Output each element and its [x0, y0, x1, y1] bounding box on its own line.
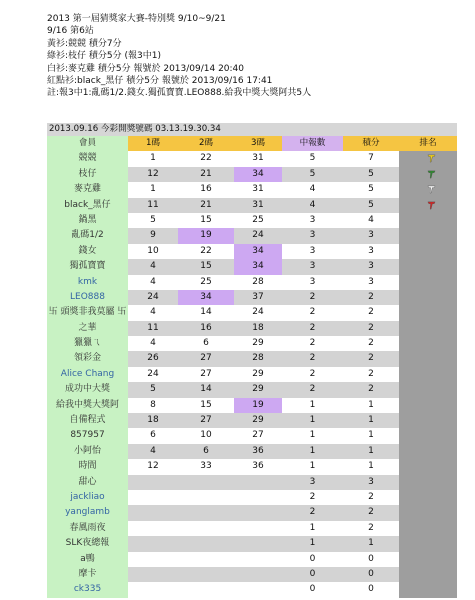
header-score: 積分 [343, 136, 399, 151]
rank-cell [399, 475, 457, 490]
num2-cell: 16 [178, 182, 234, 197]
hits-cell: 3 [282, 275, 343, 290]
num1-cell: 26 [128, 351, 178, 366]
num3-cell: 29 [234, 413, 282, 428]
score-cell: 0 [343, 567, 399, 582]
member-name: 時間 [47, 459, 128, 474]
num1-cell [128, 582, 178, 597]
hits-cell: 3 [282, 475, 343, 490]
note-title: 2013 第一屆猜獎家大賽-特別獎 9/10~9/21 [47, 14, 226, 24]
score-cell: 2 [343, 290, 399, 305]
member-name: 春風雨夜 [47, 521, 128, 536]
table-row [47, 536, 457, 551]
hits-cell: 1 [282, 459, 343, 474]
num2-cell [178, 536, 234, 551]
member-name: 卐 頭獎非我莫屬 卐 [47, 305, 128, 320]
num3-cell: 31 [234, 182, 282, 197]
rank-cell [399, 413, 457, 428]
score-cell: 5 [343, 198, 399, 213]
score-cell: 2 [343, 521, 399, 536]
table-row [47, 167, 457, 182]
num2-cell: 15 [178, 398, 234, 413]
num3-cell: 36 [234, 444, 282, 459]
num3-cell: 29 [234, 382, 282, 397]
hits-cell: 1 [282, 536, 343, 551]
table-row [47, 567, 457, 582]
rank-cell [399, 521, 457, 536]
num1-cell: 1 [128, 182, 178, 197]
rank-cell [399, 213, 457, 228]
score-cell: 1 [343, 459, 399, 474]
num2-cell [178, 582, 234, 597]
num1-cell: 5 [128, 382, 178, 397]
num3-cell: 29 [234, 367, 282, 382]
hits-cell: 2 [282, 382, 343, 397]
num1-cell [128, 536, 178, 551]
num3-cell: 31 [234, 198, 282, 213]
num3-cell: 24 [234, 228, 282, 243]
hits-cell: 3 [282, 213, 343, 228]
num1-cell: 11 [128, 198, 178, 213]
num1-cell: 18 [128, 413, 178, 428]
rank-cell [399, 198, 457, 213]
header-rank: 排名 [399, 136, 457, 151]
green-jersey-icon [427, 170, 436, 179]
num3-cell: 37 [234, 290, 282, 305]
num1-cell: 24 [128, 367, 178, 382]
num1-cell [128, 521, 178, 536]
rank-cell [399, 167, 457, 182]
num2-cell: 21 [178, 167, 234, 182]
table-row [47, 305, 457, 320]
score-cell: 2 [343, 321, 399, 336]
score-cell: 5 [343, 167, 399, 182]
num2-cell: 27 [178, 351, 234, 366]
header-member: 會員 [47, 136, 128, 151]
num3-cell: 36 [234, 459, 282, 474]
table-row [47, 505, 457, 520]
num2-cell: 19 [178, 228, 234, 243]
table-row [47, 490, 457, 505]
note-white-jersey: 白衫:麥克雞 積分5分 報號於 2013/09/14 20:40 [47, 63, 245, 74]
num1-cell: 5 [128, 213, 178, 228]
num2-cell: 27 [178, 413, 234, 428]
num1-cell: 4 [128, 336, 178, 351]
member-name: 摩卡 [47, 567, 128, 582]
table-row [47, 582, 457, 597]
num1-cell: 4 [128, 259, 178, 274]
num2-cell: 34 [178, 290, 234, 305]
note-station: 9/16 第6站 [47, 26, 94, 37]
table-row [47, 428, 457, 443]
num3-cell [234, 582, 282, 597]
score-cell: 2 [343, 382, 399, 397]
rank-cell [399, 428, 457, 443]
num3-cell: 19 [234, 398, 282, 413]
rank-cell [399, 290, 457, 305]
num1-cell: 24 [128, 290, 178, 305]
hits-cell: 1 [282, 521, 343, 536]
num1-cell [128, 505, 178, 520]
num1-cell: 4 [128, 444, 178, 459]
score-cell: 3 [343, 259, 399, 274]
num3-cell: 34 [234, 167, 282, 182]
score-cell: 0 [343, 552, 399, 567]
num2-cell: 6 [178, 336, 234, 351]
hits-cell: 1 [282, 413, 343, 428]
member-name: 領彩金 [47, 351, 128, 366]
table-row [47, 475, 457, 490]
table-row [47, 151, 457, 166]
num2-cell: 14 [178, 305, 234, 320]
score-cell: 1 [343, 413, 399, 428]
num2-cell: 22 [178, 244, 234, 259]
member-name: 亂碼1/2 [47, 228, 128, 243]
member-name: 麥克雞 [47, 182, 128, 197]
num3-cell: 27 [234, 428, 282, 443]
hits-cell: 2 [282, 336, 343, 351]
score-cell: 4 [343, 213, 399, 228]
score-cell: 1 [343, 444, 399, 459]
rank-cell [399, 244, 457, 259]
num2-cell: 16 [178, 321, 234, 336]
draw-numbers-line: 2013.09.16 今彩開獎號碼 03.13.19.30.34 [47, 123, 457, 136]
num1-cell: 12 [128, 459, 178, 474]
hits-cell: 0 [282, 552, 343, 567]
num1-cell: 8 [128, 398, 178, 413]
score-cell: 2 [343, 367, 399, 382]
num1-cell [128, 475, 178, 490]
num2-cell [178, 475, 234, 490]
note-polka-jersey: 紅點衫:black_黑仔 積分5分 報號於 2013/09/16 17:41 [47, 75, 273, 86]
num3-cell [234, 505, 282, 520]
header-hits: 中報數 [282, 136, 343, 151]
hits-cell: 0 [282, 567, 343, 582]
num2-cell: 10 [178, 428, 234, 443]
score-cell: 2 [343, 336, 399, 351]
yellow-jersey-icon [427, 154, 436, 163]
table-row [47, 351, 457, 366]
score-cell: 5 [343, 182, 399, 197]
num2-cell: 15 [178, 213, 234, 228]
num1-cell [128, 552, 178, 567]
member-name: 獵獵ㄟ [47, 336, 128, 351]
score-cell: 1 [343, 398, 399, 413]
header-num1: 1碼 [128, 136, 178, 151]
hits-cell: 2 [282, 367, 343, 382]
member-name: 甜心 [47, 475, 128, 490]
num3-cell [234, 536, 282, 551]
num3-cell [234, 490, 282, 505]
table-body [47, 151, 457, 597]
member-name: 錢女 [47, 244, 128, 259]
score-cell: 2 [343, 490, 399, 505]
member-name: 857957 [47, 428, 128, 443]
score-cell: 3 [343, 228, 399, 243]
rank-cell [399, 259, 457, 274]
hits-cell: 4 [282, 198, 343, 213]
member-name: black_黑仔 [47, 198, 128, 213]
member-name: a鴨 [47, 552, 128, 567]
rank-cell [399, 382, 457, 397]
num2-cell: 33 [178, 459, 234, 474]
member-name: 枝仔 [47, 167, 128, 182]
member-name: 鍋黑 [47, 213, 128, 228]
score-cell: 1 [343, 428, 399, 443]
results-table [47, 123, 457, 598]
table-row [47, 275, 457, 290]
num2-cell: 22 [178, 151, 234, 166]
hits-cell: 2 [282, 505, 343, 520]
member-name: LEO888 [47, 290, 128, 305]
hits-cell: 1 [282, 398, 343, 413]
score-cell: 2 [343, 305, 399, 320]
member-name: 小阿怡 [47, 444, 128, 459]
num2-cell: 6 [178, 444, 234, 459]
rank-cell [399, 505, 457, 520]
num2-cell [178, 505, 234, 520]
rank-cell [399, 552, 457, 567]
num3-cell: 34 [234, 244, 282, 259]
rank-cell [399, 444, 457, 459]
score-cell: 3 [343, 244, 399, 259]
num1-cell: 12 [128, 167, 178, 182]
table-row [47, 259, 457, 274]
num3-cell: 31 [234, 151, 282, 166]
num3-cell: 34 [234, 259, 282, 274]
member-name: 之華 [47, 321, 128, 336]
num1-cell: 10 [128, 244, 178, 259]
hits-cell: 4 [282, 182, 343, 197]
member-name: SLK夜總報 [47, 536, 128, 551]
num2-cell: 15 [178, 259, 234, 274]
hits-cell: 2 [282, 290, 343, 305]
table-row [47, 213, 457, 228]
table-row [47, 398, 457, 413]
rank-cell [399, 228, 457, 243]
rank-cell [399, 490, 457, 505]
score-cell: 2 [343, 505, 399, 520]
hits-cell: 3 [282, 244, 343, 259]
num2-cell: 14 [178, 382, 234, 397]
hits-cell: 1 [282, 428, 343, 443]
rank-cell [399, 321, 457, 336]
member-name: 競競 [47, 151, 128, 166]
hits-cell: 2 [282, 490, 343, 505]
num3-cell: 28 [234, 351, 282, 366]
table-row [47, 459, 457, 474]
num1-cell: 9 [128, 228, 178, 243]
rank-cell [399, 305, 457, 320]
header-num2: 2碼 [178, 136, 234, 151]
num3-cell [234, 521, 282, 536]
hits-cell: 2 [282, 351, 343, 366]
num1-cell [128, 567, 178, 582]
hits-cell: 1 [282, 444, 343, 459]
table-row [47, 182, 457, 197]
num2-cell: 27 [178, 367, 234, 382]
num2-cell: 21 [178, 198, 234, 213]
table-row [47, 198, 457, 213]
hits-cell: 3 [282, 259, 343, 274]
table-row [47, 382, 457, 397]
num3-cell: 18 [234, 321, 282, 336]
table-row [47, 336, 457, 351]
num2-cell [178, 521, 234, 536]
rank-cell [399, 151, 457, 166]
num3-cell: 24 [234, 305, 282, 320]
member-name: Alice Chang [47, 367, 128, 382]
member-name: 給我中獎大獎阿 [47, 398, 128, 413]
member-name: 成功中大獎 [47, 382, 128, 397]
num3-cell: 25 [234, 213, 282, 228]
member-name: 獨孤寶寶 [47, 259, 128, 274]
score-cell: 2 [343, 351, 399, 366]
rank-cell [399, 582, 457, 597]
num1-cell [128, 490, 178, 505]
note-yellow-jersey: 黃衫:競競 積分7分 [47, 38, 122, 49]
score-cell: 3 [343, 475, 399, 490]
header-num3: 3碼 [234, 136, 282, 151]
table-header-row [47, 136, 457, 151]
member-name: jackliao [47, 490, 128, 505]
table-row [47, 552, 457, 567]
rank-cell [399, 351, 457, 366]
member-name: yanglamb [47, 505, 128, 520]
num2-cell [178, 552, 234, 567]
num3-cell [234, 552, 282, 567]
rank-cell [399, 182, 457, 197]
rank-cell [399, 336, 457, 351]
table-row [47, 290, 457, 305]
rank-cell [399, 536, 457, 551]
num1-cell: 6 [128, 428, 178, 443]
hits-cell: 2 [282, 321, 343, 336]
table-row [47, 367, 457, 382]
table-row [47, 413, 457, 428]
table-row [47, 228, 457, 243]
white-jersey-icon [427, 185, 436, 194]
hits-cell: 2 [282, 305, 343, 320]
rank-cell [399, 459, 457, 474]
table-row [47, 244, 457, 259]
table-row [47, 521, 457, 536]
num3-cell: 28 [234, 275, 282, 290]
hits-cell: 5 [282, 167, 343, 182]
rank-cell [399, 275, 457, 290]
member-name: kmk [47, 275, 128, 290]
note-green-jersey: 綠衫:枝仔 積分5分 (報3中1) [47, 51, 161, 62]
score-cell: 0 [343, 582, 399, 597]
rank-cell [399, 398, 457, 413]
member-name: 自備程式 [47, 413, 128, 428]
num2-cell: 25 [178, 275, 234, 290]
num1-cell: 1 [128, 151, 178, 166]
num1-cell: 11 [128, 321, 178, 336]
hits-cell: 3 [282, 228, 343, 243]
rank-cell [399, 367, 457, 382]
member-name: ck335 [47, 582, 128, 597]
score-cell: 7 [343, 151, 399, 166]
red-jersey-icon [427, 201, 436, 210]
num2-cell [178, 490, 234, 505]
score-cell: 1 [343, 536, 399, 551]
hits-cell: 5 [282, 151, 343, 166]
table-row [47, 321, 457, 336]
rank-cell [399, 567, 457, 582]
num3-cell [234, 567, 282, 582]
note-remark: 註:報3中1:亂碼1/2.錢女.獨孤寶寶.LEO888.給我中獎大獎阿共5人 [47, 88, 312, 99]
num1-cell: 4 [128, 305, 178, 320]
hits-cell: 0 [282, 582, 343, 597]
num3-cell [234, 475, 282, 490]
score-cell: 3 [343, 275, 399, 290]
notes-block [47, 13, 311, 100]
table-row [47, 444, 457, 459]
num2-cell [178, 567, 234, 582]
num3-cell: 29 [234, 336, 282, 351]
num1-cell: 4 [128, 275, 178, 290]
